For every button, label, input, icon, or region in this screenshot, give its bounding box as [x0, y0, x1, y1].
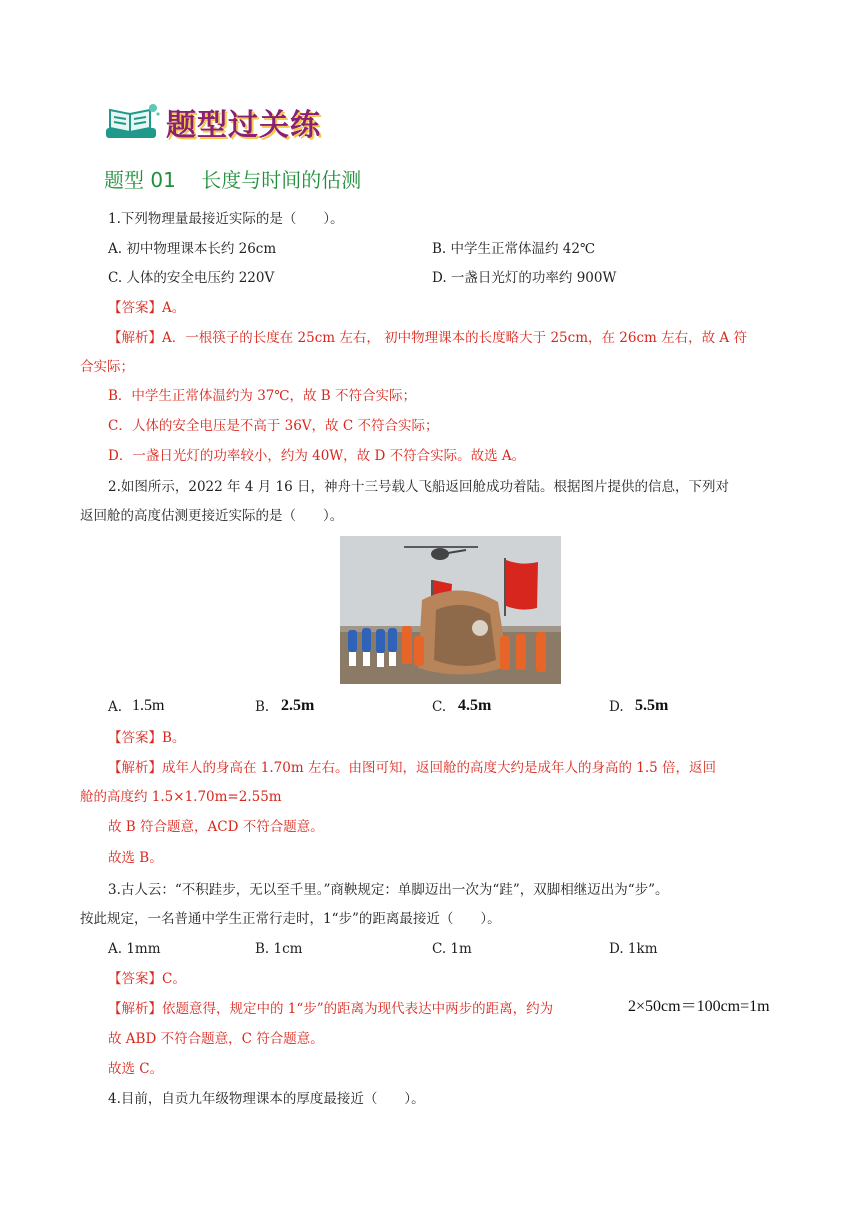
q3-stem: 按此规定，一名普通中学生正常行走时，1“步”的距离最接近（ ）。: [80, 911, 501, 927]
q2-analysis-line: 故选 B。: [108, 850, 163, 866]
header-title: 题型过关练: [166, 108, 321, 143]
q1-analysis-line: D．一盏日光灯的功率较小，约为 40W，故 D 不符合实际。故选 A。: [108, 448, 526, 464]
capsule-photo: [340, 536, 561, 684]
section-title: 题型 01 长度与时间的估测: [104, 168, 362, 192]
q1-stem: 1.下列物理量最接近实际的是（ ）。: [108, 211, 344, 227]
q1-option-d: D. 一盏日光灯的功率约 900W: [432, 270, 617, 286]
q1-option-a: A. 初中物理课本长约 26cm: [108, 241, 277, 257]
q3-analysis-formula: 2×50cm＝100cm=1m: [628, 998, 770, 1015]
q2-stem: 2.如图所示，2022 年 4 月 16 日，神舟十三号载人飞船返回舱成功着陆。根据图片提供的信息，下列对: [108, 479, 729, 495]
q1-option-c: C. 人体的安全电压约 220V: [108, 270, 275, 286]
q2-option-c-label: C.: [432, 699, 447, 715]
q2-answer: 【答案】B。: [108, 730, 186, 746]
q4-stem: 4.目前，自贡九年级物理课本的厚度最接近（ ）。: [108, 1091, 425, 1107]
q3-analysis-text: 【解析】依题意得，规定中的 1“步”的距离为现代表达中两步的距离，约为: [108, 1001, 554, 1017]
q3-stem: 3.古人云：“不积跬步，无以至千里。”商鞅规定：单脚迈出一次为“跬”，双脚相继迈出为“步”。: [108, 882, 669, 898]
q3-answer: 【答案】C。: [108, 971, 186, 987]
q3-analysis-line: 故选 C。: [108, 1061, 164, 1077]
q2-analysis-line: 【解析】成年人的身高在 1.70m 左右。由图可知，返回舱的高度大约是成年人的身高的 1.5 倍，返回: [108, 760, 716, 776]
section-header: [104, 100, 321, 144]
q1-analysis-line: 【解析】A．一根筷子的长度在 25cm 左右， 初中物理课本的长度略大于 25cm，在 26cm 左右，故 A 符: [108, 330, 747, 346]
q3-option-a: A. 1mm: [108, 941, 161, 957]
q1-analysis-line: B．中学生正常体温约为 37℃，故 B 不符合实际；: [108, 388, 416, 404]
q2-option-a-value: 1.5m: [132, 697, 165, 714]
q2-analysis-line: 故 B 符合题意，ACD 不符合题意。: [108, 819, 324, 835]
q2-option-c-value: 4.5m: [458, 697, 492, 714]
q1-option-b: B. 中学生正常体温约 42℃: [432, 241, 596, 257]
q1-analysis-line: 合实际；: [80, 359, 134, 375]
book-icon: [104, 102, 160, 142]
q3-option-c: C. 1m: [432, 941, 472, 957]
q1-analysis-line: C．人体的安全电压是不高于 36V，故 C 不符合实际；: [108, 418, 439, 434]
q1-answer: 【答案】A。: [108, 300, 186, 316]
q2-option-a-label: A.: [108, 699, 123, 715]
q2-option-b-value: 2.5m: [281, 697, 315, 714]
q2-option-b-label: B.: [255, 699, 270, 715]
q2-option-d-value: 5.5m: [635, 697, 669, 714]
q2-option-d-label: D.: [609, 699, 624, 715]
q3-analysis-line: 故 ABD 不符合题意，C 符合题意。: [108, 1031, 324, 1047]
q2-analysis-line: 舱的高度约 1.5×1.70m=2.55m: [80, 789, 282, 805]
q2-stem: 返回舱的高度估测更接近实际的是（ ）。: [80, 508, 344, 524]
q3-option-d: D. 1km: [609, 941, 658, 957]
q3-option-b: B. 1cm: [255, 941, 303, 957]
